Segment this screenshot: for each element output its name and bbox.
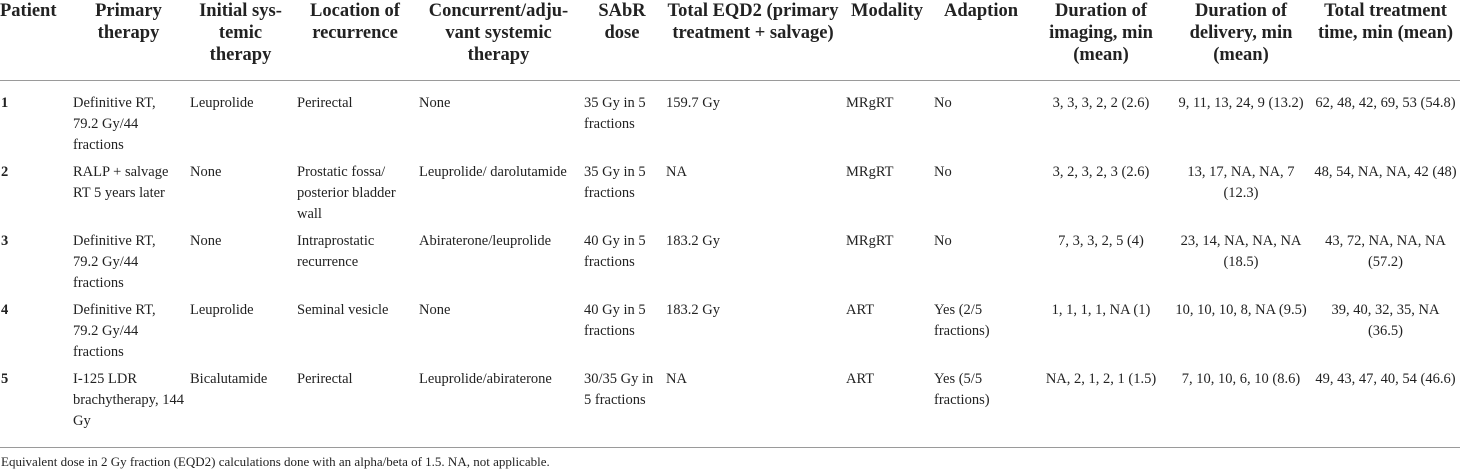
header-sabr-dose: SAbR dose (581, 0, 663, 81)
header-location-of-recurrence: Location of recurrence (294, 0, 416, 81)
cell-adaption: No (934, 232, 952, 249)
cell-total-time: 43, 72, NA, NA, NA (57.2) (1325, 232, 1446, 270)
cell-primary-therapy: Definitive RT, 79.2 Gy/44 fractions (73, 95, 156, 153)
cell-total-time: 49, 43, 47, 40, 54 (46.6) (1311, 369, 1460, 448)
cell-delivery: 23, 14, NA, NA, NA (18.5) (1180, 232, 1302, 270)
cell-sabr-dose: 35 Gy in 5 fractions (584, 163, 646, 201)
cell-imaging: 3, 2, 3, 2, 3 (2.6) (1052, 163, 1150, 180)
cell-total-eqd2: NA (663, 369, 843, 448)
cell-delivery: 10, 10, 10, 8, NA (9.5) (1175, 301, 1307, 318)
cell-modality: MRgRT (846, 95, 894, 111)
cell-concurrent: None (419, 301, 451, 318)
cell-patient: 3 (1, 232, 9, 249)
cell-concurrent: None (419, 95, 451, 111)
cell-adaption: No (934, 95, 952, 111)
cell-total-eqd2: 183.2 Gy (666, 301, 720, 318)
header-concurrent-adjuvant-therapy: Concurrent/adju-vant systemic therapy (416, 0, 581, 81)
cell-imaging: NA, 2, 1, 2, 1 (1.5) (1031, 369, 1171, 448)
header-adaption: Adaption (931, 0, 1031, 81)
cell-location: Intraprostatic recurrence (297, 232, 375, 270)
cell-adaption: Yes (2/5 fractions) (934, 301, 990, 339)
cell-adaption: No (934, 163, 952, 180)
cell-primary-therapy: Definitive RT, 79.2 Gy/44 fractions (73, 301, 156, 360)
header-duration-imaging: Duration of imaging, min (mean) (1031, 0, 1171, 81)
cell-location: Seminal vesicle (297, 301, 389, 318)
cell-imaging: 7, 3, 3, 2, 5 (4) (1058, 232, 1144, 249)
cell-primary-therapy: Definitive RT, 79.2 Gy/44 fractions (73, 232, 156, 291)
cell-delivery: 13, 17, NA, NA, 7 (12.3) (1187, 163, 1295, 201)
cell-location: Perirectal (294, 369, 416, 448)
table-row (0, 162, 1460, 231)
cell-sabr-dose: 40 Gy in 5 fractions (584, 232, 646, 270)
cell-initial-systemic: Leuprolide (190, 95, 254, 111)
cell-total-time: 62, 48, 42, 69, 53 (54.8) (1315, 95, 1456, 111)
table-row (0, 231, 1460, 300)
cell-delivery: 7, 10, 10, 6, 10 (8.6) (1171, 369, 1311, 448)
cell-modality: MRgRT (846, 163, 894, 180)
header-total-treatment-time: Total treatment time, min (mean) (1311, 0, 1460, 81)
cell-total-eqd2: NA (666, 163, 687, 180)
header-initial-systemic-therapy: Initial sys-temic therapy (187, 0, 294, 81)
cell-patient: 4 (1, 301, 9, 318)
cell-sabr-dose: 40 Gy in 5 fractions (584, 301, 646, 339)
table-footnote: Equivalent dose in 2 Gy fraction (EQD2) calculations done with an alpha/beta of 1.5. NA, not applicable. (1, 454, 550, 469)
cell-patient: 2 (1, 163, 9, 180)
header-primary-therapy: Primary therapy (70, 0, 187, 81)
cell-delivery: 9, 11, 13, 24, 9 (13.2) (1178, 95, 1304, 111)
cell-initial-systemic: Bicalutamide (187, 369, 294, 448)
header-patient: Patient (0, 0, 70, 81)
cell-initial-systemic: Leuprolide (190, 301, 254, 318)
cell-imaging: 3, 3, 3, 2, 2 (2.6) (1052, 95, 1150, 111)
header-modality: Modality (843, 0, 931, 81)
cell-primary-therapy: I-125 LDR brachytherapy, 144 Gy (70, 369, 187, 448)
cell-primary-therapy: RALP + salvage RT 5 years later (73, 163, 169, 201)
cell-modality: ART (843, 369, 931, 448)
cell-location: Prostatic fossa/ posterior bladder wall (297, 163, 396, 222)
cell-total-time: 48, 54, NA, NA, 42 (48) (1314, 163, 1457, 180)
cell-initial-systemic: None (190, 163, 222, 180)
cell-sabr-dose: 35 Gy in 5 fractions (584, 95, 646, 132)
cell-initial-systemic: None (190, 232, 222, 249)
cell-total-time: 39, 40, 32, 35, NA (36.5) (1331, 301, 1440, 339)
cell-total-eqd2: 183.2 Gy (666, 232, 720, 249)
table-row (0, 300, 1460, 369)
header-total-eqd2: Total EQD2 (primary treatment + salvage) (663, 0, 843, 81)
cell-modality: ART (846, 301, 875, 318)
table-row (0, 81, 1460, 162)
header-row (0, 0, 1460, 81)
header-duration-delivery: Duration of delivery, min (mean) (1171, 0, 1311, 81)
cell-total-eqd2: 159.7 Gy (666, 95, 720, 111)
table-row (0, 369, 1460, 448)
cell-sabr-dose: 30/35 Gy in 5 fractions (581, 369, 663, 448)
cell-adaption: Yes (5/5 fractions) (931, 369, 1031, 448)
cell-imaging: 1, 1, 1, 1, NA (1) (1051, 301, 1151, 318)
cell-modality: MRgRT (846, 232, 894, 249)
cell-patient: 1 (1, 95, 9, 111)
cell-concurrent: Abiraterone/leuprolide (419, 232, 552, 249)
cell-patient: 5 (0, 369, 70, 448)
cell-location: Perirectal (297, 95, 353, 111)
cell-concurrent: Leuprolide/ darolutamide (419, 163, 567, 180)
cell-concurrent: Leuprolide/abiraterone (416, 369, 581, 448)
